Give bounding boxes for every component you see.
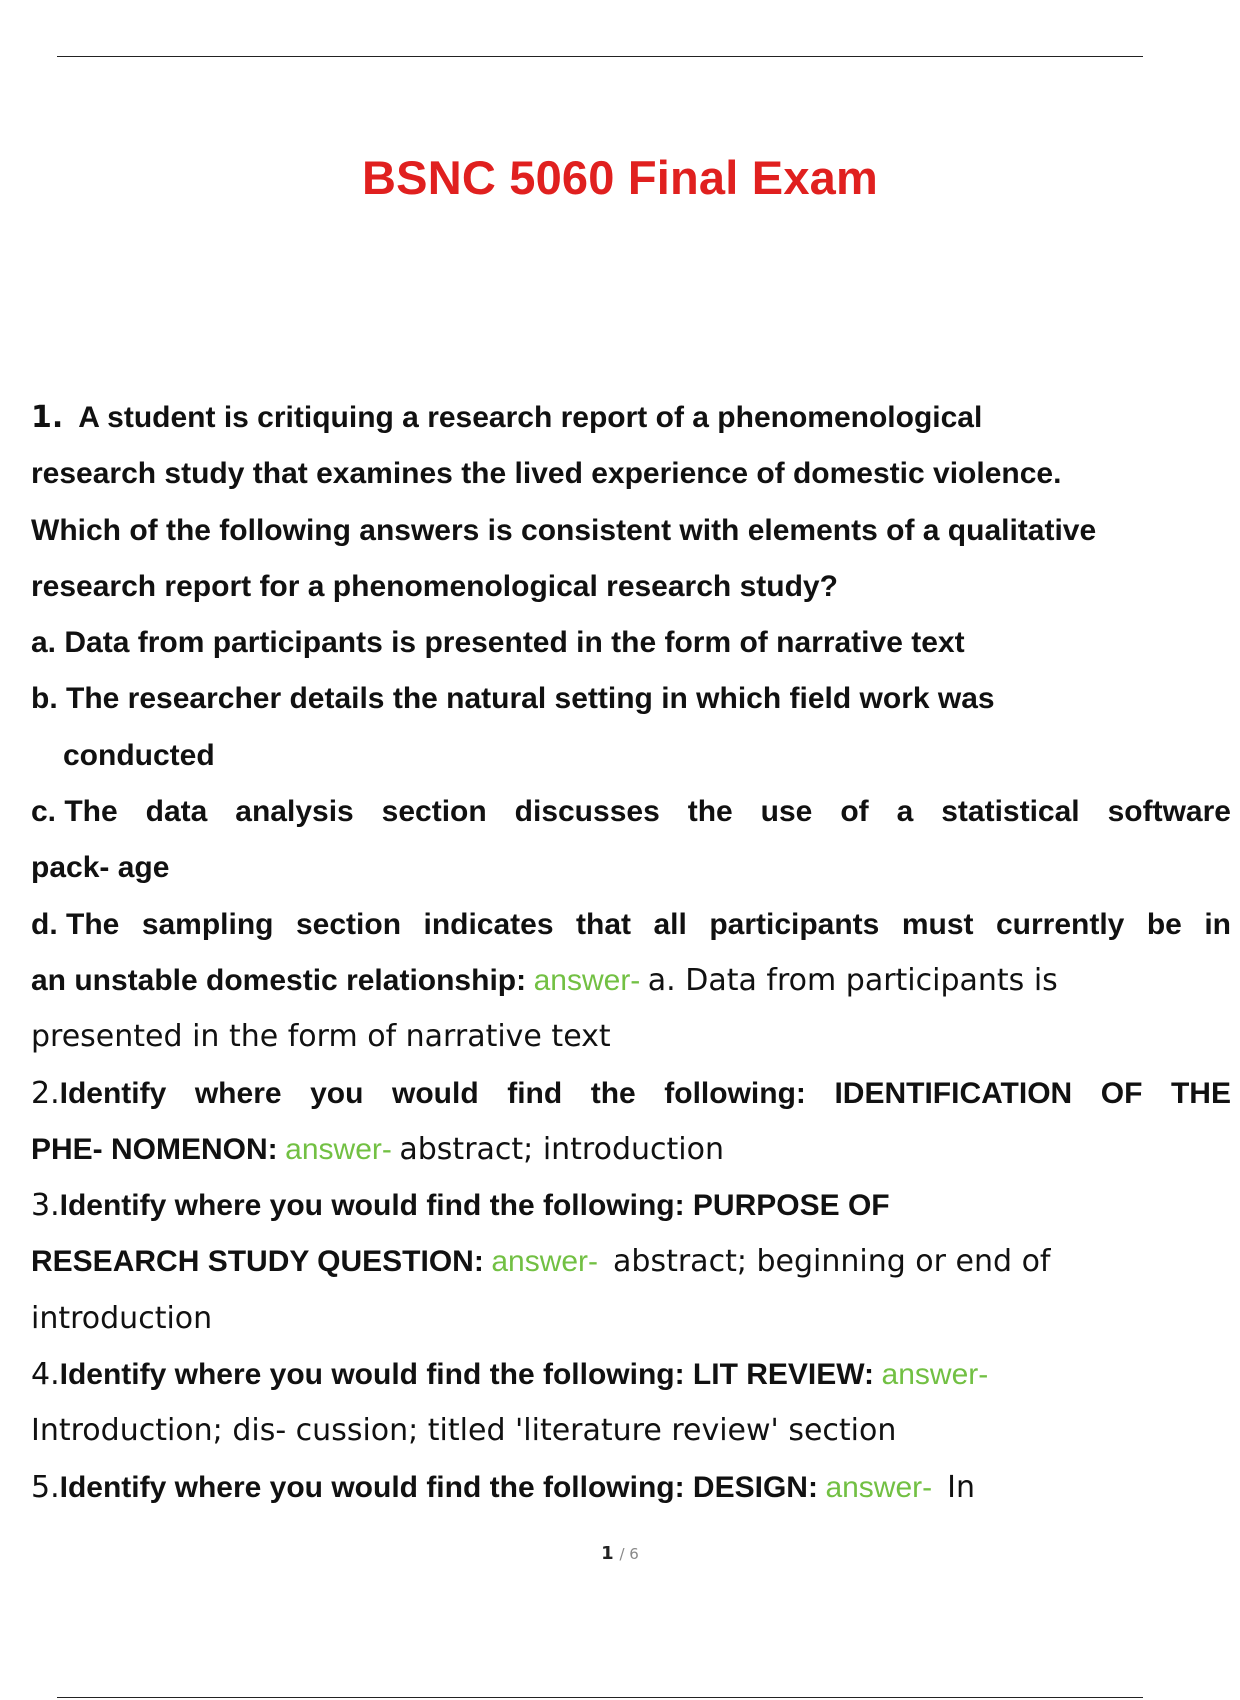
q1-option-d-continued (31, 953, 1200, 1009)
option-word: analysis (235, 795, 354, 829)
q4-line-2 (31, 1403, 1200, 1459)
option-word: c. The (31, 795, 118, 829)
option-word: a (896, 795, 914, 829)
question-word: Identify (59, 1076, 167, 1110)
q4-line-1 (31, 1347, 1200, 1403)
option-text: a. Data from participants is presented in the form of narrative text (31, 626, 965, 660)
option-word: d. The (31, 907, 120, 941)
q4-number: 4. (31, 1357, 60, 1393)
q3-line-1 (31, 1178, 1200, 1234)
q2-line-2 (31, 1122, 1200, 1178)
option-word: must (901, 907, 974, 941)
option-word: in (1204, 907, 1231, 941)
answer-label: answer- (533, 963, 641, 997)
document-title: BSNC 5060 Final Exam (362, 151, 878, 204)
q1-stem-line-1 (31, 390, 1200, 446)
q1-stem-text: research study that examines the lived experience of domestic violence. (31, 457, 1062, 491)
answer-label: answer- (881, 1358, 989, 1392)
answer-text: abstract; introduction (399, 1131, 724, 1167)
q1-number: 1. (31, 400, 64, 435)
option-word: be (1146, 907, 1182, 941)
q2-number: 2. (31, 1075, 60, 1111)
answer-text: In (947, 1469, 976, 1505)
option-text: conducted (63, 738, 215, 772)
option-word: all (653, 907, 687, 941)
question-word: where (194, 1076, 282, 1110)
option-word: section (295, 907, 402, 941)
question-word: find (507, 1076, 563, 1110)
q1-option-d (31, 897, 1231, 953)
answer-text: introduction (31, 1300, 213, 1336)
current-page-number: 1 (601, 1543, 614, 1564)
question-word: IDENTIFICATION (834, 1076, 1073, 1110)
option-text: an unstable domestic relationship: (31, 963, 527, 997)
option-word: use (760, 795, 813, 829)
q5-number: 5. (31, 1469, 60, 1505)
option-word: software (1107, 795, 1231, 829)
option-word: currently (995, 907, 1125, 941)
q3-line-3 (31, 1291, 1200, 1347)
answer-text: abstract; beginning or end of (613, 1244, 1051, 1280)
option-word: discusses (514, 795, 660, 829)
q1-option-c (31, 784, 1231, 840)
question-word: OF (1100, 1076, 1143, 1110)
option-word: indicates (423, 907, 554, 941)
q1-option-c-continued (31, 840, 1200, 896)
q1-stem-line-2 (31, 446, 1200, 502)
bottom-rule (57, 1697, 1143, 1698)
q1-option-b-continued (31, 728, 1200, 784)
option-text: b. The researcher details the natural setting in which field work was (31, 682, 995, 716)
option-word: statistical (941, 795, 1080, 829)
question-text: PHE- NOMENON: (31, 1132, 278, 1166)
answer-label: answer- (491, 1245, 599, 1279)
option-word: that (576, 907, 632, 941)
total-pages: / 6 (619, 1545, 639, 1563)
question-word: would (392, 1076, 479, 1110)
q5-line-1 (31, 1460, 1200, 1516)
document-body (31, 390, 1231, 1516)
q3-line-2 (31, 1234, 1200, 1290)
answer-text: Introduction; dis- cussion; titled 'literature review' section (31, 1413, 897, 1449)
option-word: sampling (141, 907, 274, 941)
option-word: section (381, 795, 487, 829)
q3-number: 3. (31, 1188, 60, 1224)
option-word: participants (709, 907, 880, 941)
question-text: Identify where you would find the following: LIT REVIEW: (59, 1358, 875, 1392)
page-indicator (0, 1543, 1240, 1564)
q2-line-1 (31, 1066, 1231, 1122)
question-word: you (310, 1076, 364, 1110)
answer-text: a. Data from participants is (647, 962, 1058, 998)
answer-label: answer- (285, 1132, 392, 1166)
q1-answer-continued (31, 1009, 1200, 1065)
question-text: Identify where you would find the following: DESIGN: (59, 1470, 818, 1504)
q1-stem-text: A student is critiquing a research report of a phenomenological (78, 401, 983, 434)
question-word: the (590, 1076, 636, 1110)
q1-option-a (31, 615, 1200, 671)
q1-stem-line-4 (31, 559, 1200, 615)
q1-option-b (31, 671, 1200, 727)
q2-lead (31, 1066, 166, 1122)
question-word: THE (1170, 1076, 1231, 1110)
q1-stem-text: Which of the following answers is consistent with elements of a qualitative (31, 513, 1097, 547)
question-text: Identify where you would find the following: PURPOSE OF (59, 1189, 890, 1223)
answer-text: presented in the form of narrative text (31, 1019, 611, 1055)
top-rule (57, 56, 1143, 57)
option-word: of (840, 795, 869, 829)
answer-label: answer- (825, 1470, 933, 1504)
question-word: following: (664, 1076, 806, 1110)
option-word: the (687, 795, 733, 829)
q1-stem-line-3 (31, 503, 1200, 559)
question-text: RESEARCH STUDY QUESTION: (31, 1245, 484, 1279)
option-word: data (145, 795, 208, 829)
q1-stem-text: research report for a phenomenological research study? (31, 569, 838, 603)
option-text: pack- age (31, 851, 170, 885)
